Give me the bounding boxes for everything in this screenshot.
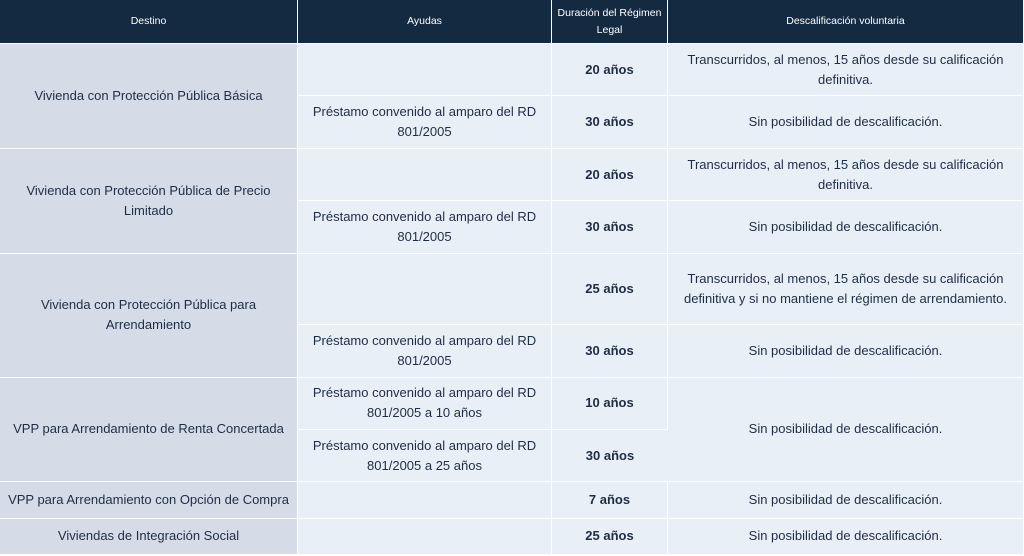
table-row: [0, 519, 1023, 555]
duracion-cell: 10 años: [552, 378, 668, 430]
header-duracion: Duración del Régimen Legal: [552, 0, 668, 44]
descalificacion-cell: Sin posibilidad de descalificación.: [668, 482, 1023, 518]
table-row: [0, 44, 1023, 96]
descalificacion-cell: Sin posibilidad de descalificación.: [668, 325, 1023, 377]
duracion-cell: 30 años: [552, 325, 668, 377]
ayudas-cell: Préstamo convenido al amparo del RD 801/2005 a 25 años: [298, 430, 552, 482]
ayudas-cell: Préstamo convenido al amparo del RD 801/2005: [298, 325, 552, 377]
duracion-cell: 20 años: [552, 149, 668, 201]
table-row: [0, 149, 1023, 201]
descalificacion-cell: Transcurridos, al menos, 15 años desde su calificación definitiva.: [668, 44, 1023, 96]
duracion-cell: 30 años: [552, 430, 668, 482]
table-row: [0, 378, 1023, 430]
table-header-row: [0, 0, 1023, 44]
ayudas-cell: [298, 149, 552, 201]
ayudas-cell: [298, 519, 552, 555]
ayudas-cell: [298, 44, 552, 96]
destino-cell: Viviendas de Integración Social: [0, 519, 298, 555]
destino-cell: VPP para Arrendamiento de Renta Concertada: [0, 378, 298, 483]
destino-cell: Vivienda con Protección Pública Básica: [0, 44, 298, 149]
ayudas-cell: Préstamo convenido al amparo del RD 801/2005: [298, 96, 552, 148]
descalificacion-cell: Transcurridos, al menos, 15 años desde su calificación definitiva.: [668, 149, 1023, 201]
duracion-cell: 25 años: [552, 254, 668, 326]
duracion-cell: 7 años: [552, 482, 668, 518]
descalificacion-cell: Sin posibilidad de descalificación.: [668, 201, 1023, 253]
destino-cell: Vivienda con Protección Pública de Precio Limitado: [0, 149, 298, 254]
destino-cell: Vivienda con Protección Pública para Arrendamiento: [0, 254, 298, 378]
duracion-cell: 30 años: [552, 201, 668, 253]
descalificacion-cell: Sin posibilidad de descalificación.: [668, 96, 1023, 148]
destino-cell: VPP para Arrendamiento con Opción de Compra: [0, 482, 298, 518]
duracion-cell: 30 años: [552, 96, 668, 148]
header-descalificacion: Descalificación voluntaria: [668, 0, 1023, 44]
descalificacion-cell: Sin posibilidad de descalificación.: [668, 519, 1023, 555]
ayudas-cell: [298, 254, 552, 326]
duracion-cell: 25 años: [552, 519, 668, 555]
descalificacion-cell: Sin posibilidad de descalificación.: [668, 378, 1023, 483]
ayudas-cell: [298, 482, 552, 518]
ayudas-cell: Préstamo convenido al amparo del RD 801/2005 a 10 años: [298, 378, 552, 430]
ayudas-cell: Préstamo convenido al amparo del RD 801/2005: [298, 201, 552, 253]
header-destino: Destino: [0, 0, 298, 44]
duracion-cell: 20 años: [552, 44, 668, 96]
header-ayudas: Ayudas: [298, 0, 552, 44]
descalificacion-cell: Transcurridos, al menos, 15 años desde su calificación definitiva y si no mantiene el régimen de arrendamiento.: [668, 254, 1023, 326]
table-row: [0, 482, 1023, 518]
table-row: [0, 254, 1023, 326]
